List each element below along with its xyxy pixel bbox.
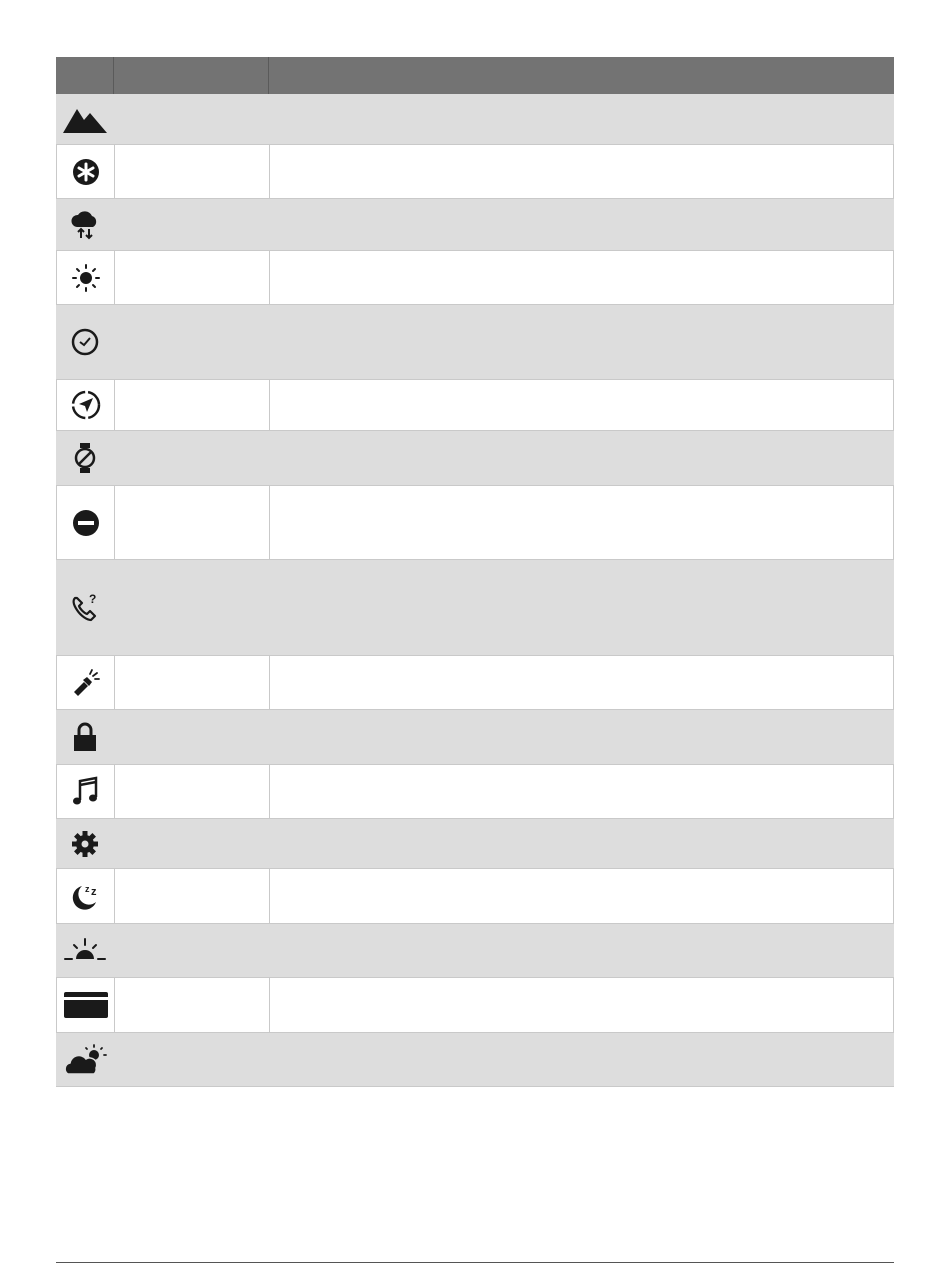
row-icon-cell: [56, 710, 114, 764]
table-row: [56, 380, 894, 431]
row-description: [269, 560, 894, 655]
sunrise-icon: [62, 936, 108, 966]
table-row: [56, 710, 894, 765]
table-row: [56, 978, 894, 1033]
row-description: [270, 978, 893, 1032]
row-description: [269, 199, 894, 250]
row-name: [115, 380, 270, 430]
row-name: [115, 251, 270, 304]
table-row: [56, 560, 894, 656]
row-icon-cell: [56, 819, 114, 868]
row-description: [269, 924, 894, 977]
wallet-card-icon: [63, 990, 109, 1020]
row-description: [270, 145, 893, 198]
cloud-sync-icon: [69, 210, 101, 240]
row-icon-cell: [56, 924, 114, 977]
row-description: [269, 819, 894, 868]
row-icon-cell: [57, 145, 115, 198]
phone-question-icon: [69, 592, 101, 624]
header-icon-column: [56, 57, 114, 94]
row-description: [269, 431, 894, 485]
row-icon-cell: [56, 560, 114, 655]
row-name: [114, 431, 269, 485]
row-icon-cell: [57, 869, 115, 923]
row-icon-cell: [56, 305, 114, 379]
row-description: [269, 94, 894, 144]
table-row: [56, 656, 894, 710]
compass-arrow-icon: [70, 389, 102, 421]
row-description: [270, 380, 893, 430]
table-row: [56, 145, 894, 199]
table-row: [56, 486, 894, 560]
table-row: [56, 869, 894, 924]
table-row: [56, 94, 894, 145]
row-description: [269, 710, 894, 764]
svg-text:z: z: [84, 884, 89, 894]
row-description: [270, 869, 893, 923]
table-row: [56, 199, 894, 251]
row-icon-cell: [57, 251, 115, 304]
clock-icon: [70, 327, 100, 357]
row-name: [114, 199, 269, 250]
feature-icon-table: [56, 57, 894, 1087]
sun-icon: [71, 263, 101, 293]
gear-icon: [70, 829, 100, 859]
row-icon-cell: [56, 199, 114, 250]
sleep-moon-icon: [70, 880, 102, 912]
row-icon-cell: [57, 380, 115, 430]
row-description: [269, 305, 894, 379]
mountain-icon: [60, 103, 110, 135]
row-icon-cell: [57, 656, 115, 709]
row-name: [115, 145, 270, 198]
table-row: [56, 765, 894, 819]
table-row: [56, 305, 894, 380]
row-name: [115, 656, 270, 709]
row-name: [114, 924, 269, 977]
row-icon-cell: [56, 94, 114, 144]
row-icon-cell: [56, 431, 114, 485]
do-not-disturb-icon: [71, 508, 101, 538]
row-icon-cell: [57, 486, 115, 559]
row-description: [270, 486, 893, 559]
table-row: [56, 819, 894, 869]
row-description: [269, 1033, 894, 1086]
footer-rule: [56, 1262, 894, 1263]
row-description: [270, 251, 893, 304]
table-row: [56, 431, 894, 486]
row-name: [114, 710, 269, 764]
asterisk-circle-icon: [71, 157, 101, 187]
row-name: [114, 560, 269, 655]
row-name: [115, 486, 270, 559]
table-row: [56, 1033, 894, 1087]
row-icon-cell: [57, 978, 115, 1032]
row-name: [115, 978, 270, 1032]
table-header-row: [56, 57, 894, 94]
watch-off-icon: [71, 442, 99, 474]
table-row: [56, 924, 894, 978]
table-row: [56, 251, 894, 305]
row-name: [115, 869, 270, 923]
row-name: [114, 819, 269, 868]
header-name-column: [114, 57, 269, 94]
row-icon-cell: [56, 1033, 114, 1086]
row-name: [114, 94, 269, 144]
row-icon-cell: [57, 765, 115, 818]
music-note-icon: [71, 776, 101, 808]
flashlight-icon: [70, 667, 102, 699]
lock-icon: [71, 721, 99, 753]
row-description: [270, 656, 893, 709]
row-name: [115, 765, 270, 818]
header-description-column: [269, 57, 894, 94]
row-name: [114, 305, 269, 379]
weather-cloud-sun-icon: [62, 1044, 108, 1076]
svg-text:z: z: [90, 886, 96, 898]
row-description: [270, 765, 893, 818]
row-name: [114, 1033, 269, 1086]
svg-text:?: ?: [89, 591, 97, 606]
